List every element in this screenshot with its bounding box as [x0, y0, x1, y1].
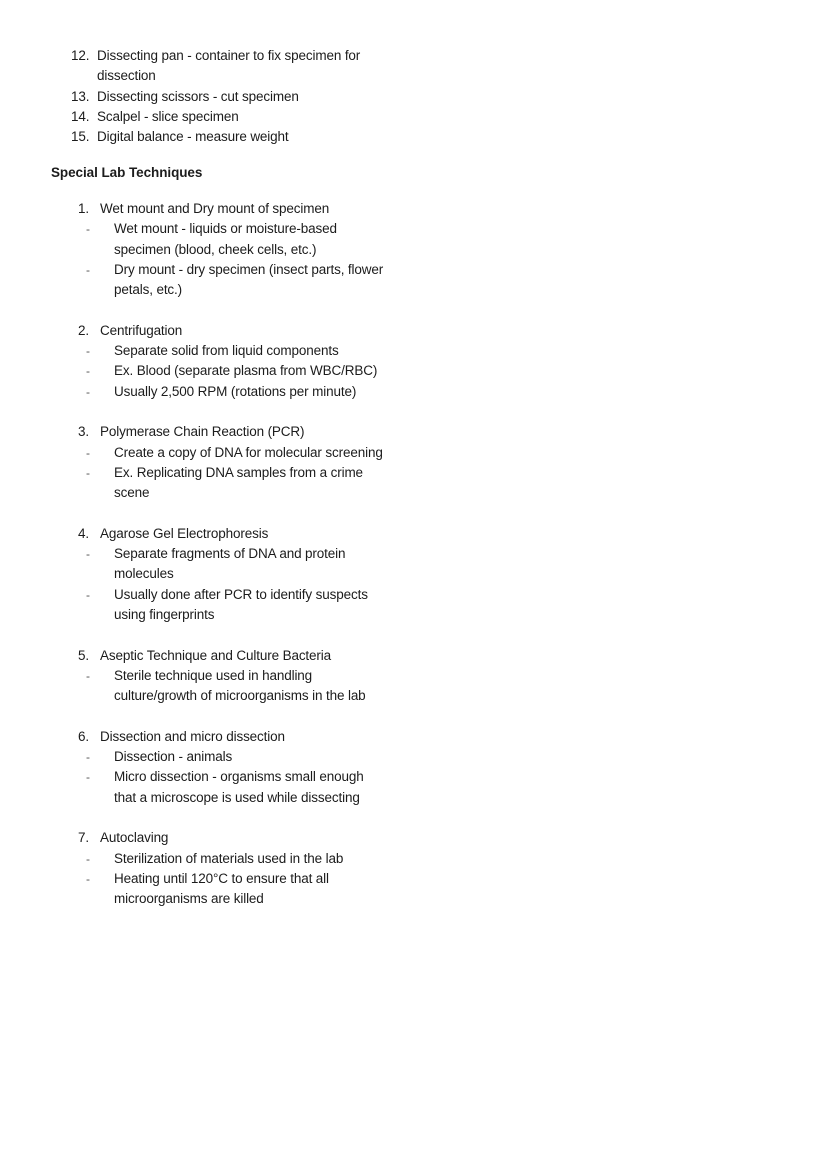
group-heading: [78, 321, 398, 341]
list-item-number: 13.: [71, 88, 90, 104]
sub-list-item-text: Sterile technique used in handling culture/growth of microorganisms in the lab: [114, 667, 366, 704]
sub-list-item-text: Ex. Replicating DNA samples from a crime scene: [114, 464, 363, 501]
group-number: 4.: [78, 525, 89, 541]
list-item: [71, 127, 401, 147]
numbered-group: [78, 727, 398, 808]
sub-list-item: [86, 585, 398, 626]
sub-list-item: [86, 849, 398, 869]
group-heading: [78, 727, 398, 747]
dash-bullet-icon: -: [86, 222, 90, 237]
dash-bullet-icon: -: [86, 851, 90, 866]
continued-numbered-list: [71, 46, 401, 147]
sub-list-item: [86, 219, 398, 260]
sub-list-item-text: Sterilization of materials used in the lab: [114, 850, 344, 866]
numbered-group: [78, 646, 398, 707]
group-title: Autoclaving: [100, 830, 169, 846]
list-item-number: 14.: [71, 108, 90, 124]
sub-list-item: [86, 869, 398, 910]
group-number: 6.: [78, 728, 89, 744]
sub-list-item: [86, 747, 398, 767]
numbered-group: [78, 524, 398, 625]
sub-list-item: [86, 767, 398, 808]
numbered-group: [78, 199, 398, 300]
group-number: 1.: [78, 201, 89, 216]
sub-list-item-text: Wet mount - liquids or moisture-based specimen (blood, cheek cells, etc.): [114, 221, 337, 257]
sub-list-item: [86, 382, 398, 402]
sub-list-item: [86, 260, 398, 301]
list-item-text: Dissecting scissors - cut specimen: [97, 88, 299, 104]
list-item-text: Dissecting pan - container to fix specimen for dissection: [97, 48, 361, 84]
sub-list-item: [86, 341, 398, 361]
list-item: [71, 87, 401, 107]
numbered-group: [78, 321, 398, 402]
dash-bullet-icon: -: [86, 344, 90, 359]
sub-list-item: [86, 443, 398, 463]
group-title: Agarose Gel Electrophoresis: [100, 525, 269, 541]
sub-list-item-text: Micro dissection - organisms small enough that a microscope is used while dissecting: [114, 769, 364, 805]
group-number: 3.: [78, 424, 89, 440]
sub-list-item-text: Usually done after PCR to identify suspects using fingerprints: [114, 586, 368, 622]
group-title: Polymerase Chain Reaction (PCR): [100, 424, 305, 440]
sub-list-item-text: Dissection - animals: [114, 749, 233, 765]
group-title: Aseptic Technique and Culture Bacteria: [100, 647, 332, 663]
group-title: Centrifugation: [100, 322, 183, 338]
section-heading: Special Lab Techniques: [51, 165, 203, 180]
sub-list-item: [86, 544, 398, 585]
group-heading: [78, 828, 398, 848]
sub-list-item: [86, 463, 398, 504]
sub-list-item: [86, 666, 398, 707]
numbered-group: [78, 828, 398, 909]
dash-bullet-icon: -: [86, 465, 90, 480]
dash-bullet-icon: -: [86, 445, 90, 460]
group-title: Wet mount and Dry mount of specimen: [100, 201, 330, 216]
sub-list-item-text: Usually 2,500 RPM (rotations per minute): [114, 383, 357, 399]
list-item-number: 12.: [71, 48, 90, 63]
sub-list-item-text: Dry mount - dry specimen (insect parts, flower petals, etc.): [114, 261, 384, 298]
sub-list-item-text: Create a copy of DNA for molecular screening: [114, 444, 383, 460]
group-heading: [78, 422, 398, 442]
dash-bullet-icon: -: [86, 547, 90, 562]
sub-list-item-text: Separate fragments of DNA and protein molecules: [114, 546, 346, 582]
group-heading: [78, 199, 398, 219]
list-item: [71, 46, 401, 87]
dash-bullet-icon: -: [86, 262, 90, 277]
dash-bullet-icon: -: [86, 871, 90, 886]
dash-bullet-icon: -: [86, 364, 90, 379]
dash-bullet-icon: -: [86, 384, 90, 399]
sub-list-item-text: Heating until 120°C to ensure that all microorganisms are killed: [114, 870, 329, 907]
list-item-text: Digital balance - measure weight: [97, 129, 289, 145]
group-number: 2.: [78, 322, 89, 338]
sub-list-item-text: Ex. Blood (separate plasma from WBC/RBC): [114, 363, 378, 379]
list-item-text: Scalpel - slice specimen: [97, 108, 239, 124]
dash-bullet-icon: -: [86, 770, 90, 785]
group-number: 5.: [78, 647, 89, 663]
numbered-group: [78, 422, 398, 503]
group-heading: [78, 524, 398, 544]
special-lab-techniques-list: [78, 199, 398, 909]
dash-bullet-icon: -: [86, 668, 90, 683]
dash-bullet-icon: -: [86, 750, 90, 765]
dash-bullet-icon: -: [86, 587, 90, 602]
group-number: 7.: [78, 830, 89, 846]
sub-list-item-text: Separate solid from liquid components: [114, 343, 339, 359]
sub-list-item: [86, 361, 398, 381]
list-item-number: 15.: [71, 129, 90, 145]
group-title: Dissection and micro dissection: [100, 728, 285, 744]
list-item: [71, 107, 401, 127]
group-heading: [78, 646, 398, 666]
